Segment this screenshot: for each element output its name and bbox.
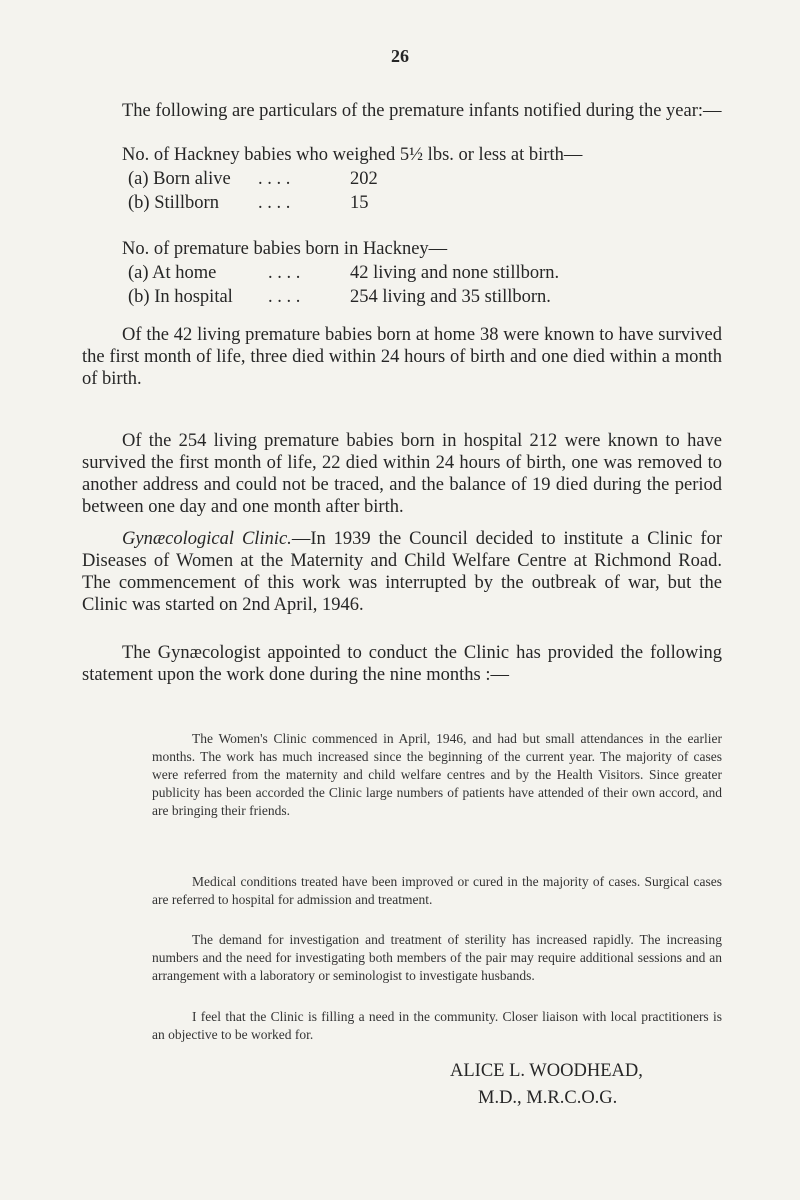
row-value: 202 (350, 169, 378, 189)
row-leader: . . . . (268, 263, 301, 283)
home-births-paragraph: Of the 42 living premature babies born at home 38 were known to have survived the first month of life, three died within 24 hours of birth and one died within a month of birth. (82, 325, 722, 389)
premature-babies-heading: No. of premature babies born in Hackney— (122, 239, 448, 259)
statement-paragraph-1: The Women's Clinic commenced in April, 1946, and had but small attendances in the earlier months. The work has much increased since the beginning of the current year. The majority of cases were referred from the maternity and child welfare centres and by the Health Visitors. Since greater publicity has been accorded the Clinic large numbers of patients have attended of their own accord, and are bringing their friends. (152, 731, 722, 818)
statement-paragraph-2: Medical conditions treated have been improved or cured in the majority of cases. Surgical cases are referred to hospital for admission and treatment. (152, 874, 722, 907)
hospital-births-paragraph: Of the 254 living premature babies born in hospital 212 were known to have survived the first month of life, 22 died within 24 hours of birth, one was removed to another address and could not be traced, and the balance of 19 died during the period between one day and one month after birth. (82, 431, 722, 517)
row-label: (a) Born alive (128, 169, 231, 189)
row-label: (b) In hospital (128, 287, 233, 307)
row-value: 15 (350, 193, 369, 213)
statement-paragraph-3: The demand for investigation and treatment of sterility has increased rapidly. The increasing numbers and the need for investigating both members of the pair may require additional sessions and an arrangement with a laboratory or seminologist to investigate husbands. (152, 932, 722, 983)
statement-intro-paragraph: The Gynæcologist appointed to conduct the Clinic has provided the following statement upon the work done during the nine months :— (82, 643, 722, 685)
row-value: 254 living and 35 stillborn. (350, 287, 551, 307)
row-label: (b) Stillborn (128, 193, 219, 213)
signature-qualifications: M.D., M.R.C.O.G. (478, 1088, 618, 1108)
intro-paragraph: The following are particulars of the premature infants notified during the year:— (122, 101, 722, 121)
row-leader: . . . . (258, 169, 291, 189)
clinic-heading: Gynæcological Clinic. (122, 529, 292, 549)
statement-paragraph-4: I feel that the Clinic is filling a need in the community. Closer liaison with local practitioners is an objective to be worked for. (152, 1009, 722, 1042)
gynaecological-clinic-paragraph (82, 528, 722, 616)
hackney-babies-heading: No. of Hackney babies who weighed 5½ lbs. or less at birth— (122, 145, 583, 165)
clinic-text: —In 1939 the Council decided to institute a Clinic for Diseases of Women at the Maternity and Child Welfare Centre at Richmond Road. The commencement of this work was interrupted by the outbreak of war, but the Clinic was started on 2nd April, 1946. (82, 529, 722, 615)
row-leader: . . . . (268, 287, 301, 307)
row-label: (a) At home (128, 263, 217, 283)
row-value: 42 living and none stillborn. (350, 263, 560, 283)
signature-name: ALICE L. WOODHEAD, (450, 1061, 643, 1081)
page-number: 26 (391, 46, 409, 66)
row-leader: . . . . (258, 193, 291, 213)
